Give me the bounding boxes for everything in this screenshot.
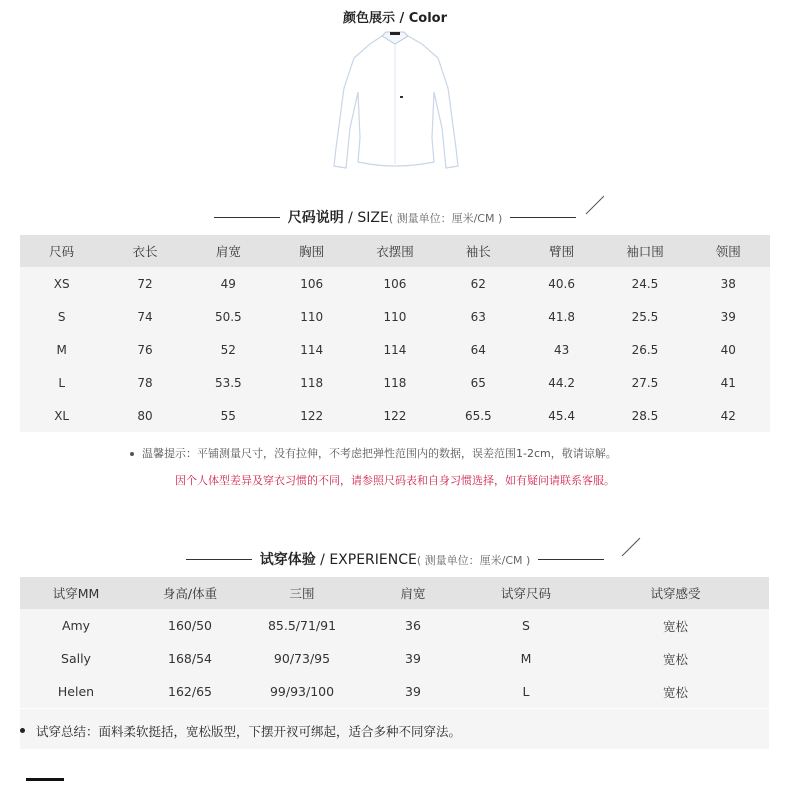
table-cell: 114 xyxy=(270,333,353,366)
table-cell: 78 xyxy=(103,366,186,399)
bullet-icon xyxy=(20,728,25,733)
size-unit: ( 测量单位：厘米/CM ) xyxy=(388,212,503,225)
size-title-cn: 尺码说明 xyxy=(287,210,344,226)
experience-table-header-row xyxy=(20,577,769,609)
table-cell: 53.5 xyxy=(187,366,270,399)
experience-header-cell: 三围 xyxy=(248,577,356,609)
table-cell: 99/93/100 xyxy=(248,675,356,708)
experience-header-cell: 肩宽 xyxy=(356,577,470,609)
table-cell: 40 xyxy=(687,333,770,366)
table-cell: 162/65 xyxy=(132,675,248,708)
table-row xyxy=(20,333,770,366)
table-cell: 65.5 xyxy=(437,399,520,432)
size-header-cell: 尺码 xyxy=(20,235,103,267)
table-cell: 42 xyxy=(687,399,770,432)
table-row xyxy=(20,399,770,432)
table-cell: 52 xyxy=(187,333,270,366)
size-section-title xyxy=(0,207,790,227)
size-header-cell: 衣长 xyxy=(103,235,186,267)
table-cell: 宽松 xyxy=(582,642,769,675)
table-cell: 49 xyxy=(187,267,270,300)
table-cell: 118 xyxy=(353,366,436,399)
table-row xyxy=(20,366,770,399)
table-row xyxy=(20,300,770,333)
table-cell: L xyxy=(20,366,103,399)
table-cell: 110 xyxy=(270,300,353,333)
table-cell: 76 xyxy=(103,333,186,366)
size-note-text: 温馨提示：平铺测量尺寸，没有拉伸，不考虑把弹性范围内的数据，误差范围1-2cm，敬请谅解。 xyxy=(142,447,617,460)
table-cell: 160/50 xyxy=(132,609,248,642)
size-header-cell: 衣摆围 xyxy=(353,235,436,267)
size-header-cell: 胸围 xyxy=(270,235,353,267)
table-cell: 114 xyxy=(353,333,436,366)
bullet-icon xyxy=(130,452,134,456)
slash-decoration-icon xyxy=(620,536,642,558)
table-cell: 宽松 xyxy=(582,675,769,708)
table-row xyxy=(20,609,769,642)
table-cell: S xyxy=(470,609,582,642)
table-cell: 122 xyxy=(353,399,436,432)
table-cell: 62 xyxy=(437,267,520,300)
bottom-divider xyxy=(26,778,64,781)
table-cell: 39 xyxy=(356,642,470,675)
table-cell: 28.5 xyxy=(603,399,686,432)
table-cell: 122 xyxy=(270,399,353,432)
table-cell: 40.6 xyxy=(520,267,603,300)
size-header-cell: 肩宽 xyxy=(187,235,270,267)
table-cell: Amy xyxy=(20,609,132,642)
table-cell: 64 xyxy=(437,333,520,366)
size-note xyxy=(130,445,617,461)
experience-table xyxy=(20,577,769,708)
table-cell: XS xyxy=(20,267,103,300)
size-table xyxy=(20,235,770,432)
experience-summary-text: 试穿总结：面料柔软挺括，宽松版型，下摆开衩可绑起，适合多种不同穿法。 xyxy=(36,724,462,739)
title-left-line xyxy=(214,217,280,218)
size-header-cell: 臂围 xyxy=(520,235,603,267)
table-cell: 41.8 xyxy=(520,300,603,333)
table-cell: M xyxy=(470,642,582,675)
table-cell: M xyxy=(20,333,103,366)
size-header-cell: 袖长 xyxy=(437,235,520,267)
table-cell: S xyxy=(20,300,103,333)
table-row xyxy=(20,642,769,675)
table-row xyxy=(20,267,770,300)
table-cell: 80 xyxy=(103,399,186,432)
table-cell: 72 xyxy=(103,267,186,300)
title-right-line xyxy=(510,217,576,218)
table-cell: 90/73/95 xyxy=(248,642,356,675)
table-cell: 168/54 xyxy=(132,642,248,675)
table-cell: 41 xyxy=(687,366,770,399)
experience-header-cell: 试穿尺码 xyxy=(470,577,582,609)
experience-unit: ( 测量单位：厘米/CM ) xyxy=(416,554,531,567)
shirt-product-image xyxy=(330,28,460,170)
experience-header-cell: 试穿MM xyxy=(20,577,132,609)
experience-header-cell: 身高/体重 xyxy=(132,577,248,609)
table-cell: L xyxy=(470,675,582,708)
table-cell: 43 xyxy=(520,333,603,366)
table-cell: 26.5 xyxy=(603,333,686,366)
table-cell: 45.4 xyxy=(520,399,603,432)
size-table-header-row xyxy=(20,235,770,267)
table-row xyxy=(20,675,769,708)
table-cell: 25.5 xyxy=(603,300,686,333)
experience-header-cell: 试穿感受 xyxy=(582,577,769,609)
color-section-title: 颜色展示 / Color xyxy=(342,11,448,26)
table-cell: 38 xyxy=(687,267,770,300)
table-cell: 63 xyxy=(437,300,520,333)
table-cell: 36 xyxy=(356,609,470,642)
slash-decoration-icon xyxy=(584,194,606,216)
table-cell: 宽松 xyxy=(582,609,769,642)
table-cell: 24.5 xyxy=(603,267,686,300)
table-cell: 27.5 xyxy=(603,366,686,399)
table-cell: 44.2 xyxy=(520,366,603,399)
table-cell: Sally xyxy=(20,642,132,675)
table-cell: 65 xyxy=(437,366,520,399)
table-cell: 106 xyxy=(270,267,353,300)
table-cell: 118 xyxy=(270,366,353,399)
size-note-red: 因个人体型差异及穿衣习惯的不同，请参照尺码表和自身习惯选择，如有疑问请联系客服。 xyxy=(175,474,615,487)
size-title-en: / SIZE xyxy=(343,210,389,226)
table-cell: 39 xyxy=(356,675,470,708)
table-cell: 85.5/71/91 xyxy=(248,609,356,642)
table-cell: Helen xyxy=(20,675,132,708)
table-cell: XL xyxy=(20,399,103,432)
table-cell: 50.5 xyxy=(187,300,270,333)
experience-section-title xyxy=(0,549,790,569)
title-right-line xyxy=(538,559,604,560)
table-cell: 74 xyxy=(103,300,186,333)
title-left-line xyxy=(186,559,252,560)
table-cell: 55 xyxy=(187,399,270,432)
table-cell: 110 xyxy=(353,300,436,333)
experience-title-cn: 试穿体验 xyxy=(259,552,316,568)
table-cell: 39 xyxy=(687,300,770,333)
size-header-cell: 袖口围 xyxy=(603,235,686,267)
size-header-cell: 领围 xyxy=(687,235,770,267)
table-cell: 106 xyxy=(353,267,436,300)
experience-title-en: / EXPERIENCE xyxy=(315,552,417,568)
experience-summary xyxy=(20,709,769,749)
